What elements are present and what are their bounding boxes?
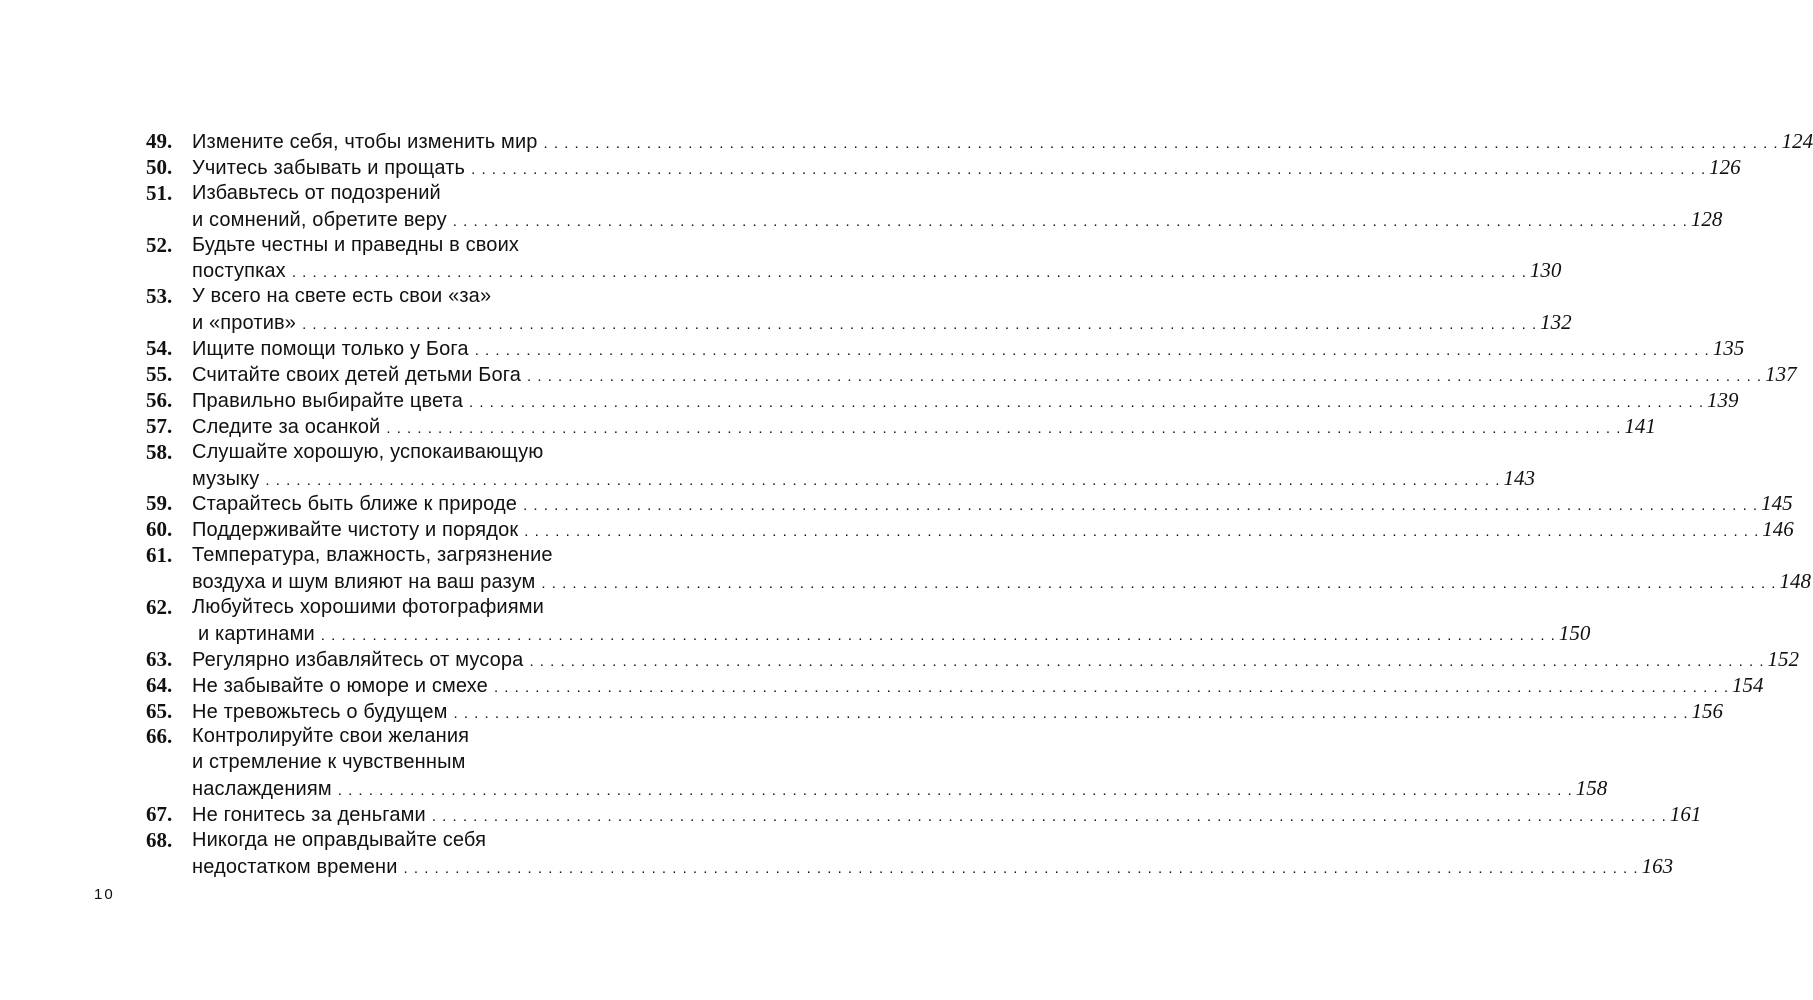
toc-entry-page: 150 <box>1558 620 1591 645</box>
toc-entry-title: Правильно выбирайте цвета <box>192 389 464 412</box>
toc-entry-leader-row <box>192 258 1562 286</box>
toc-entry-line <box>146 828 608 854</box>
toc-entry-number: 55. <box>146 362 173 387</box>
toc-entry-page: 126 <box>1709 154 1741 179</box>
toc-entry-title: Поддерживайте чистоту и порядок <box>192 519 519 542</box>
dot-leader: . . . . . . . . . . . . . . . . . . . . . . . . . . . . . . . . . . . . . . . . . . . . . . . . . . . . . . . . . . . . . . . . . . . . . . . . . . . . . . . . . . . . . . . . . . . . . . . . . . . . . . . . . . . . . . . . . . . . . . . . <box>403 859 1639 877</box>
dot-leader: . . . . . . . . . . . . . . . . . . . . . . . . . . . . . . . . . . . . . . . . . . . . . . . . . . . . . . . . . . . . . . . . . . . . . . . . . . . . . . . . . . . . . . . . . . . . . . . . . . . . . . . . . . . . . . . . . . . . . . . . <box>524 523 1760 541</box>
toc-entry-page: 158 <box>1575 776 1608 801</box>
toc-entry-line <box>146 569 1811 595</box>
toc-entry-line <box>146 724 608 750</box>
dot-leader: . . . . . . . . . . . . . . . . . . . . . . . . . . . . . . . . . . . . . . . . . . . . . . . . . . . . . . . . . . . . . . . . . . . . . . . . . . . . . . . . . . . . . . . . . . . . . . . . . . . . . . . . . . . . . . . . . . . . . . . . <box>431 808 1667 826</box>
page-number: 10 <box>94 886 115 903</box>
toc-entry-title: Учитесь забывать и прощать <box>192 156 466 179</box>
toc-entry-number: 53. <box>146 284 173 309</box>
toc-entry-page: 135 <box>1712 336 1745 361</box>
toc-entry-number: 59. <box>146 491 173 516</box>
toc-entry-title: воздуха и шум влияют на ваш разум <box>192 571 536 594</box>
toc-entry <box>146 724 1608 802</box>
toc-entry <box>146 698 1724 725</box>
toc-entry <box>146 595 1591 647</box>
toc-entry-number: 66. <box>146 724 173 749</box>
toc-entry <box>146 491 1793 517</box>
toc-entry-leader-row <box>192 569 1811 597</box>
toc-entry-line <box>146 750 608 776</box>
dot-leader: . . . . . . . . . . . . . . . . . . . . . . . . . . . . . . . . . . . . . . . . . . . . . . . . . . . . . . . . . . . . . . . . . . . . . . . . . . . . . . . . . . . . . . . . . . . . . . . . . . . . . . . . . . . . . . . . . . . . . . . . <box>265 471 1501 489</box>
toc-entry-line <box>146 491 1793 517</box>
toc-entry-page: 154 <box>1731 672 1764 697</box>
toc-entry-title: и сомнений, обретите веру <box>192 208 447 231</box>
toc-entry-line <box>146 284 608 310</box>
toc-entry-leader-row <box>192 465 1535 494</box>
toc-entry-line <box>146 672 1764 699</box>
dot-leader: . . . . . . . . . . . . . . . . . . . . . . . . . . . . . . . . . . . . . . . . . . . . . . . . . . . . . . . . . . . . . . . . . . . . . . . . . . . . . . . . . . . . . . . . . . . . . . . . . . . . . . . . . . . . . . . . . . . . . . . . <box>543 135 1779 152</box>
toc-entry-title: Слушайте хорошую, успокаивающую <box>192 440 544 463</box>
dot-leader: . . . . . . . . . . . . . . . . . . . . . . . . . . . . . . . . . . . . . . . . . . . . . . . . . . . . . . . . . . . . . . . . . . . . . . . . . . . . . . . . . . . . . . . . . . . . . . . . . . . . . . . . . . . . . . . . . . . . . . . . <box>469 393 1705 411</box>
toc-entry-line <box>146 387 1739 414</box>
toc-entry <box>146 802 1702 828</box>
toc-entry <box>146 129 1813 155</box>
toc-entry-leader-row <box>192 698 1724 727</box>
toc-entry-line <box>146 181 608 207</box>
toc-entry-number: 60. <box>146 517 173 542</box>
toc-entry-line <box>146 310 1572 336</box>
dot-leader: . . . . . . . . . . . . . . . . . . . . . . . . . . . . . . . . . . . . . . . . . . . . . . . . . . . . . . . . . . . . . . . . . . . . . . . . . . . . . . . . . . . . . . . . . . . . . . . . . . . . . . . . . . . . . . . . . . . . . . . . <box>527 368 1763 386</box>
toc-entry-page: 141 <box>1624 413 1656 438</box>
dot-leader: . . . . . . . . . . . . . . . . . . . . . . . . . . . . . . . . . . . . . . . . . . . . . . . . . . . . . . . . . . . . . . . . . . . . . . . . . . . . . . . . . . . . . . . . . . . . . . . . . . . . . . . . . . . . . . . . . . . . . . . . <box>386 419 1622 437</box>
toc-entry-line <box>146 517 1794 543</box>
dot-leader: . . . . . . . . . . . . . . . . . . . . . . . . . . . . . . . . . . . . . . . . . . . . . . . . . . . . . . . . . . . . . . . . . . . . . . . . . . . . . . . . . . . . . . . . . . . . . . . . . . . . . . . . . . . . . . . . . . . . . . . . <box>523 497 1759 515</box>
toc-entry-title: Будьте честны и праведны в своих <box>192 233 520 256</box>
toc-entry-page: 130 <box>1529 258 1562 283</box>
toc-entry-line <box>146 154 1741 181</box>
toc-entry-number: 65. <box>146 698 173 723</box>
toc-entry-line <box>146 595 608 621</box>
toc-entry-title: Никогда не оправдывайте себя <box>192 829 487 852</box>
dot-leader: . . . . . . . . . . . . . . . . . . . . . . . . . . . . . . . . . . . . . . . . . . . . . . . . . . . . . . . . . . . . . . . . . . . . . . . . . . . . . . . . . . . . . . . . . . . . . . . . . . . . . . . . . . . . . . . . . . . . . . . . <box>320 626 1556 644</box>
dot-leader: . . . . . . . . . . . . . . . . . . . . . . . . . . . . . . . . . . . . . . . . . . . . . . . . . . . . . . . . . . . . . . . . . . . . . . . . . . . . . . . . . . . . . . . . . . . . . . . . . . . . . . . . . . . . . . . . . . . . . . . . <box>453 704 1689 722</box>
toc-entry-title: Измените себя, чтобы изменить мир <box>192 131 538 153</box>
toc-entry-page: 148 <box>1779 569 1811 594</box>
toc-entry <box>146 284 1572 336</box>
toc-entry-page: 137 <box>1765 362 1797 387</box>
toc-entry-title: Ищите помощи только у Бога <box>192 338 469 361</box>
toc-entry-page: 145 <box>1761 491 1793 516</box>
toc-entry-title: и картинами <box>198 622 315 645</box>
toc-entry-title: Старайтесь быть ближе к природе <box>192 493 518 516</box>
toc-entry-title: Регулярно избавляйтесь от мусора <box>192 648 524 671</box>
toc-entry-title: У всего на свете есть свои «за» <box>192 285 492 308</box>
toc-entry-line <box>146 646 1799 673</box>
toc-entry-number: 50. <box>146 154 173 179</box>
toc-entry-leader-row <box>192 413 1656 442</box>
toc-entry-leader-row <box>192 336 1745 364</box>
toc-entry-line <box>146 776 1608 802</box>
toc-entry-title: и «против» <box>192 312 297 335</box>
toc-entry-leader-row <box>192 517 1794 545</box>
table-of-contents <box>146 129 1813 880</box>
toc-entry-title: Не забывайте о юморе и смехе <box>192 674 488 697</box>
toc-entry <box>146 828 1674 880</box>
toc-entry-line <box>146 465 1535 492</box>
toc-entry <box>146 387 1739 414</box>
toc-entry-number: 57. <box>146 413 173 438</box>
toc-entry-leader-row <box>192 491 1793 519</box>
toc-entry-number: 52. <box>146 232 173 257</box>
toc-entry-page: 163 <box>1641 853 1674 878</box>
toc-entry-title: и стремление к чувственным <box>192 751 466 774</box>
toc-entry-number: 51. <box>146 180 173 205</box>
toc-entry-page: 146 <box>1762 517 1794 542</box>
toc-entry <box>146 672 1764 699</box>
toc-entry <box>146 413 1656 440</box>
toc-entry-line <box>146 362 1797 388</box>
toc-entry-page: 128 <box>1690 206 1723 231</box>
toc-entry <box>146 232 1562 285</box>
toc-entry <box>146 362 1797 388</box>
toc-entry-page: 152 <box>1767 646 1799 671</box>
toc-entry-line <box>146 802 1702 828</box>
toc-entry-leader-row <box>192 672 1764 701</box>
toc-entry-leader-row <box>192 362 1797 390</box>
toc-entry-leader-row <box>192 310 1572 338</box>
dot-leader: . . . . . . . . . . . . . . . . . . . . . . . . . . . . . . . . . . . . . . . . . . . . . . . . . . . . . . . . . . . . . . . . . . . . . . . . . . . . . . . . . . . . . . . . . . . . . . . . . . . . . . . . . . . . . . . . . . . . . . . . <box>541 575 1777 593</box>
toc-entry-title: Считайте своих детей детьми Бога <box>192 364 522 387</box>
toc-entry-leader-row <box>192 853 1674 882</box>
toc-entry <box>146 154 1741 181</box>
toc-entry-leader-row <box>192 802 1702 830</box>
toc-entry <box>146 336 1745 362</box>
dot-leader: . . . . . . . . . . . . . . . . . . . . . . . . . . . . . . . . . . . . . . . . . . . . . . . . . . . . . . . . . . . . . . . . . . . . . . . . . . . . . . . . . . . . . . . . . . . . . . . . . . . . . . . . . . . . . . . . . . . . . . . . <box>474 342 1710 360</box>
toc-entry-title: Не гонитесь за деньгами <box>192 804 426 827</box>
toc-entry-number: 64. <box>146 672 173 697</box>
toc-entry-page: 132 <box>1540 310 1572 335</box>
toc-entry-number: 58. <box>146 439 173 464</box>
toc-entry <box>146 517 1794 543</box>
toc-entry-line <box>146 129 1813 155</box>
toc-entry-line <box>146 440 608 466</box>
toc-entry-number: 56. <box>146 387 173 412</box>
toc-entry-title: наслаждениям <box>192 778 332 801</box>
toc-entry <box>146 646 1799 673</box>
toc-entry-leader-row <box>198 620 1591 649</box>
dot-leader: . . . . . . . . . . . . . . . . . . . . . . . . . . . . . . . . . . . . . . . . . . . . . . . . . . . . . . . . . . . . . . . . . . . . . . . . . . . . . . . . . . . . . . . . . . . . . . . . . . . . . . . . . . . . . . . . . . . . . . . . <box>529 652 1765 670</box>
toc-entry-leader-row <box>192 129 1813 157</box>
toc-entry-page: 143 <box>1503 465 1535 490</box>
dot-leader: . . . . . . . . . . . . . . . . . . . . . . . . . . . . . . . . . . . . . . . . . . . . . . . . . . . . . . . . . . . . . . . . . . . . . . . . . . . . . . . . . . . . . . . . . . . . . . . . . . . . . . . . . . . . . . . . . . . . . . . . <box>452 212 1688 230</box>
toc-entry-leader-row <box>192 154 1741 183</box>
toc-entry-title: Любуйтесь хорошими фотографиями <box>192 596 544 619</box>
toc-entry-title: музыку <box>192 467 260 490</box>
dot-leader: . . . . . . . . . . . . . . . . . . . . . . . . . . . . . . . . . . . . . . . . . . . . . . . . . . . . . . . . . . . . . . . . . . . . . . . . . . . . . . . . . . . . . . . . . . . . . . . . . . . . . . . . . . . . . . . . . . . . . . . . <box>337 782 1573 800</box>
toc-entry-title: Контролируйте свои желания <box>192 725 470 748</box>
toc-entry <box>146 439 1535 492</box>
toc-entry-leader-row <box>192 646 1799 675</box>
toc-entry-leader-row <box>192 776 1608 804</box>
toc-entry-number: 63. <box>146 646 173 671</box>
dot-leader: . . . . . . . . . . . . . . . . . . . . . . . . . . . . . . . . . . . . . . . . . . . . . . . . . . . . . . . . . . . . . . . . . . . . . . . . . . . . . . . . . . . . . . . . . . . . . . . . . . . . . . . . . . . . . . . . . . . . . . . . <box>493 678 1729 696</box>
toc-entry-title: поступках <box>192 260 286 283</box>
toc-entry-leader-row <box>192 206 1723 235</box>
toc-entry-page: 161 <box>1669 802 1702 827</box>
toc-entry-line <box>146 698 1724 725</box>
toc-entry-line <box>146 620 1591 647</box>
toc-entry-title: Избавьтесь от подозрений <box>192 181 441 204</box>
toc-entry-title: Следите за осанкой <box>192 415 381 438</box>
toc-entry-title: недостатком времени <box>192 855 398 878</box>
toc-entry <box>146 543 1811 595</box>
toc-entry-line <box>146 206 1723 233</box>
toc-entry <box>146 180 1723 233</box>
toc-entry-line <box>146 853 1674 880</box>
dot-leader: . . . . . . . . . . . . . . . . . . . . . . . . . . . . . . . . . . . . . . . . . . . . . . . . . . . . . . . . . . . . . . . . . . . . . . . . . . . . . . . . . . . . . . . . . . . . . . . . . . . . . . . . . . . . . . . . . . . . . . . . <box>291 264 1527 282</box>
toc-entry-line <box>146 336 1745 362</box>
toc-entry-title: Не тревожьтесь о будущем <box>192 700 448 723</box>
toc-entry-number: 49. <box>146 129 173 153</box>
dot-leader: . . . . . . . . . . . . . . . . . . . . . . . . . . . . . . . . . . . . . . . . . . . . . . . . . . . . . . . . . . . . . . . . . . . . . . . . . . . . . . . . . . . . . . . . . . . . . . . . . . . . . . . . . . . . . . . . . . . . . . . . <box>302 316 1538 334</box>
toc-entry-number: 62. <box>146 595 173 620</box>
toc-entry-page: 139 <box>1707 387 1739 412</box>
toc-entry-line <box>146 233 608 259</box>
toc-entry-number: 54. <box>146 336 173 361</box>
toc-entry-title: Температура, влажность, загрязнение <box>192 544 553 567</box>
toc-entry-page: 124 <box>1781 129 1813 153</box>
toc-entry-leader-row <box>192 387 1739 416</box>
toc-entry-number: 61. <box>146 543 173 568</box>
toc-entry-number: 67. <box>146 802 173 827</box>
toc-entry-line <box>146 413 1656 440</box>
toc-entry-line <box>146 258 1562 284</box>
dot-leader: . . . . . . . . . . . . . . . . . . . . . . . . . . . . . . . . . . . . . . . . . . . . . . . . . . . . . . . . . . . . . . . . . . . . . . . . . . . . . . . . . . . . . . . . . . . . . . . . . . . . . . . . . . . . . . . . . . . . . . . . <box>471 160 1707 178</box>
toc-entry-page: 156 <box>1691 698 1724 723</box>
toc-entry-line <box>146 543 608 569</box>
toc-entry-number: 68. <box>146 828 173 853</box>
